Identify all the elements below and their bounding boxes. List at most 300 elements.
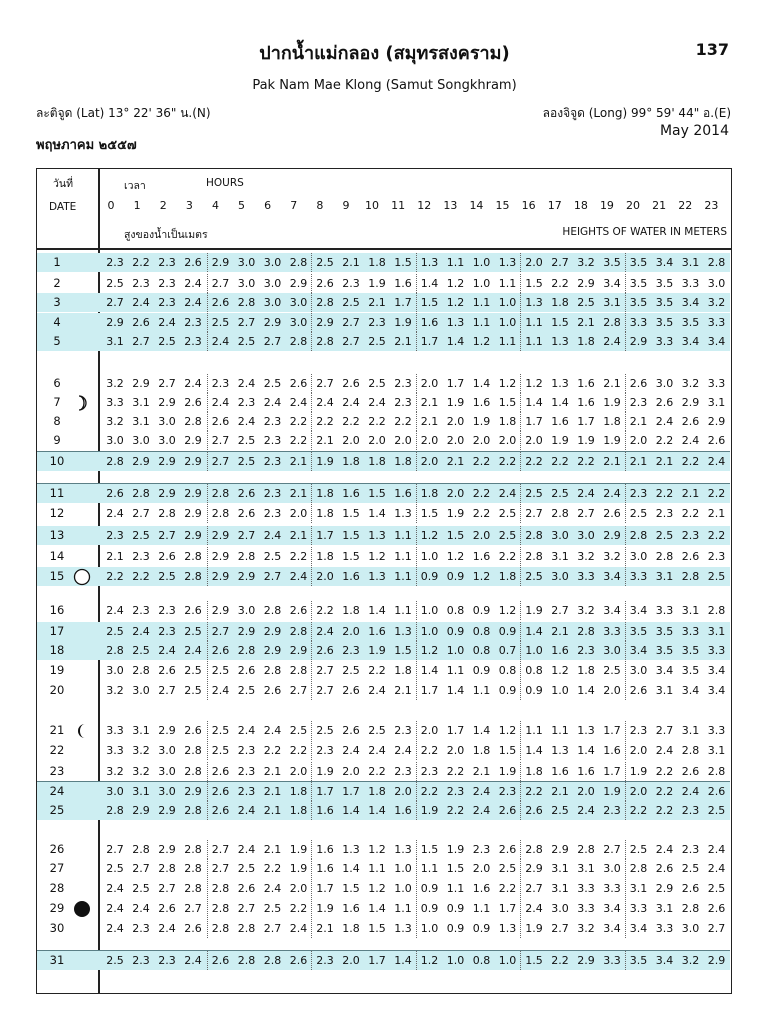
height-value: 2.1 bbox=[551, 785, 569, 798]
row-date: 3 bbox=[53, 295, 61, 309]
height-value: 2.0 bbox=[498, 434, 517, 447]
height-value: 1.7 bbox=[420, 684, 439, 697]
height-value: 2.2 bbox=[525, 785, 543, 798]
height-value: 2.2 bbox=[655, 804, 674, 817]
height-value: 1.3 bbox=[394, 507, 412, 520]
height-value: 2.3 bbox=[394, 724, 412, 737]
height-value: 2.4 bbox=[394, 744, 412, 757]
height-value: 1.2 bbox=[525, 377, 543, 390]
height-value: 2.8 bbox=[184, 882, 202, 895]
row-date: 31 bbox=[49, 953, 65, 967]
height-value: 2.8 bbox=[707, 604, 726, 617]
height-value: 2.5 bbox=[629, 507, 648, 520]
height-value: 2.0 bbox=[629, 744, 648, 757]
tide-row bbox=[37, 547, 730, 566]
height-value: 3.5 bbox=[629, 625, 648, 638]
height-value: 3.3 bbox=[629, 570, 648, 583]
height-value: 2.9 bbox=[629, 335, 648, 348]
height-value: 3.5 bbox=[603, 256, 621, 269]
height-value: 2.3 bbox=[263, 455, 282, 468]
height-value: 2.0 bbox=[629, 785, 648, 798]
height-value: 3.5 bbox=[655, 277, 674, 290]
height-value: 2.8 bbox=[106, 644, 124, 657]
height-value: 2.7 bbox=[237, 902, 256, 915]
height-value: 1.5 bbox=[342, 550, 360, 563]
height-value: 3.0 bbox=[263, 256, 282, 269]
height-value: 2.5 bbox=[316, 724, 334, 737]
height-value: 2.0 bbox=[420, 455, 439, 468]
height-value: 1.6 bbox=[577, 765, 595, 778]
height-value: 0.9 bbox=[446, 625, 465, 638]
height-value: 2.3 bbox=[263, 434, 282, 447]
height-value: 1.9 bbox=[551, 434, 569, 447]
height-value: 3.0 bbox=[106, 664, 124, 677]
height-value: 2.5 bbox=[525, 487, 543, 500]
row-date: 11 bbox=[49, 486, 65, 500]
height-value: 2.4 bbox=[655, 744, 674, 757]
height-value: 3.3 bbox=[655, 922, 674, 935]
height-value: 3.4 bbox=[629, 922, 648, 935]
height-value: 3.0 bbox=[158, 744, 176, 757]
height-value: 0.9 bbox=[472, 922, 491, 935]
height-value: 2.2 bbox=[681, 455, 700, 468]
height-value: 2.9 bbox=[211, 550, 230, 563]
height-value: 2.6 bbox=[211, 785, 230, 798]
height-value: 2.4 bbox=[368, 684, 386, 697]
height-value: 2.2 bbox=[472, 487, 491, 500]
height-value: 2.2 bbox=[498, 550, 517, 563]
height-value: 1.0 bbox=[420, 550, 439, 563]
height-value: 1.0 bbox=[472, 277, 491, 290]
height-value: 2.8 bbox=[184, 804, 202, 817]
hour-header-cell: 15 bbox=[495, 199, 510, 212]
tide-row bbox=[37, 840, 730, 859]
height-value: 1.7 bbox=[525, 415, 543, 428]
height-value: 1.8 bbox=[394, 664, 412, 677]
height-value: 2.9 bbox=[158, 804, 176, 817]
height-value: 3.4 bbox=[707, 335, 726, 348]
height-value: 0.9 bbox=[420, 902, 439, 915]
height-value: 3.0 bbox=[263, 296, 282, 309]
height-value: 2.9 bbox=[132, 455, 150, 468]
hour-header-cell: 12 bbox=[417, 199, 432, 212]
height-value: 2.3 bbox=[420, 765, 439, 778]
height-value: 2.6 bbox=[603, 507, 621, 520]
height-value: 2.8 bbox=[525, 550, 543, 563]
height-value: 2.1 bbox=[420, 396, 439, 409]
height-value: 0.8 bbox=[446, 604, 465, 617]
height-value: 2.8 bbox=[184, 862, 202, 875]
height-value: 3.1 bbox=[132, 396, 150, 409]
height-value: 1.4 bbox=[525, 625, 543, 638]
height-value: 3.2 bbox=[106, 765, 124, 778]
tide-row bbox=[37, 393, 730, 412]
height-value: 1.4 bbox=[420, 277, 439, 290]
height-value: 2.8 bbox=[237, 922, 256, 935]
height-value: 2.3 bbox=[132, 604, 150, 617]
height-value: 2.7 bbox=[551, 256, 569, 269]
height-value: 1.2 bbox=[498, 604, 517, 617]
height-value: 3.4 bbox=[707, 684, 726, 697]
height-value: 3.0 bbox=[132, 684, 150, 697]
tide-row bbox=[37, 567, 730, 586]
height-value: 2.8 bbox=[106, 804, 124, 817]
row-date: 24 bbox=[49, 784, 65, 798]
height-value: 1.2 bbox=[368, 882, 386, 895]
height-value: 2.4 bbox=[681, 434, 700, 447]
height-value: 2.2 bbox=[132, 570, 150, 583]
height-value: 3.2 bbox=[577, 550, 595, 563]
tide-row bbox=[37, 741, 730, 760]
height-value: 2.2 bbox=[420, 744, 439, 757]
height-value: 1.9 bbox=[368, 277, 386, 290]
height-value: 2.0 bbox=[525, 434, 543, 447]
height-value: 2.5 bbox=[158, 335, 176, 348]
hour-header-cell: 1 bbox=[133, 199, 141, 212]
height-value: 2.9 bbox=[577, 954, 595, 967]
row-date: 29 bbox=[49, 901, 65, 915]
height-value: 2.6 bbox=[211, 954, 230, 967]
height-value: 1.1 bbox=[551, 724, 569, 737]
height-value: 2.8 bbox=[603, 316, 621, 329]
height-value: 2.4 bbox=[707, 455, 726, 468]
height-value: 2.4 bbox=[237, 804, 256, 817]
height-value: 2.4 bbox=[263, 529, 282, 542]
height-value: 2.6 bbox=[211, 804, 230, 817]
height-value: 2.5 bbox=[211, 724, 230, 737]
height-value: 2.2 bbox=[655, 785, 674, 798]
height-value: 2.4 bbox=[237, 843, 256, 856]
height-value: 1.9 bbox=[472, 415, 491, 428]
height-value: 2.5 bbox=[289, 724, 308, 737]
height-value: 3.2 bbox=[681, 377, 700, 390]
height-value: 1.2 bbox=[498, 724, 517, 737]
height-value: 3.4 bbox=[681, 335, 700, 348]
height-value: 1.1 bbox=[525, 724, 543, 737]
height-value: 2.3 bbox=[498, 785, 517, 798]
tide-row bbox=[37, 879, 730, 898]
height-value: 1.5 bbox=[368, 487, 386, 500]
height-value: 1.7 bbox=[394, 296, 412, 309]
hour-header-cell: 16 bbox=[521, 199, 536, 212]
height-value: 3.1 bbox=[577, 862, 595, 875]
height-value: 3.4 bbox=[603, 570, 621, 583]
height-value: 2.3 bbox=[132, 550, 150, 563]
row-date: 9 bbox=[53, 433, 61, 447]
height-value: 1.6 bbox=[472, 550, 491, 563]
height-value: 2.2 bbox=[681, 507, 700, 520]
height-value: 2.7 bbox=[158, 529, 176, 542]
height-value: 2.9 bbox=[551, 843, 569, 856]
height-value: 2.8 bbox=[132, 664, 150, 677]
height-value: 1.9 bbox=[289, 843, 308, 856]
height-value: 2.9 bbox=[132, 804, 150, 817]
height-value: 2.8 bbox=[211, 922, 230, 935]
height-value: 2.9 bbox=[289, 644, 308, 657]
height-value: 2.6 bbox=[211, 415, 230, 428]
height-value: 2.7 bbox=[158, 377, 176, 390]
height-value: 2.4 bbox=[707, 862, 726, 875]
height-value: 2.6 bbox=[237, 664, 256, 677]
page-title: ปากน้ำแม่กลอง (สมุทรสงคราม) bbox=[259, 43, 510, 64]
height-value: 2.5 bbox=[681, 862, 700, 875]
height-value: 3.0 bbox=[551, 902, 569, 915]
height-value: 2.5 bbox=[263, 377, 282, 390]
height-value: 2.6 bbox=[184, 724, 202, 737]
new-moon-icon bbox=[73, 900, 91, 918]
height-value: 2.6 bbox=[681, 550, 700, 563]
height-value: 2.7 bbox=[106, 296, 124, 309]
height-value: 2.6 bbox=[106, 487, 124, 500]
height-value: 1.9 bbox=[316, 902, 334, 915]
height-value: 2.4 bbox=[368, 396, 386, 409]
height-value: 2.0 bbox=[316, 570, 334, 583]
height-value: 3.3 bbox=[655, 604, 674, 617]
height-value: 2.4 bbox=[158, 644, 176, 657]
heights-label-thai: สูงของน้ำเป็นเมตร bbox=[124, 229, 208, 241]
height-value: 3.3 bbox=[603, 625, 621, 638]
height-value: 3.4 bbox=[603, 604, 621, 617]
height-value: 2.7 bbox=[237, 529, 256, 542]
height-value: 2.2 bbox=[289, 902, 308, 915]
height-value: 1.5 bbox=[446, 529, 465, 542]
height-value: 2.7 bbox=[158, 684, 176, 697]
height-value: 1.1 bbox=[446, 664, 465, 677]
height-value: 2.8 bbox=[184, 550, 202, 563]
row-date: 21 bbox=[49, 723, 65, 737]
height-value: 2.7 bbox=[316, 377, 334, 390]
height-value: 1.1 bbox=[498, 335, 517, 348]
height-value: 1.4 bbox=[525, 744, 543, 757]
height-value: 1.4 bbox=[342, 804, 360, 817]
height-value: 2.8 bbox=[289, 625, 308, 638]
row-date: 5 bbox=[53, 334, 61, 348]
height-value: 2.9 bbox=[681, 396, 700, 409]
height-value: 3.0 bbox=[655, 377, 674, 390]
height-value: 3.1 bbox=[132, 415, 150, 428]
height-value: 2.2 bbox=[707, 487, 726, 500]
height-value: 1.7 bbox=[498, 902, 517, 915]
height-value: 2.6 bbox=[707, 902, 726, 915]
row-date: 14 bbox=[49, 549, 65, 563]
height-value: 1.3 bbox=[551, 377, 569, 390]
height-value: 2.6 bbox=[237, 487, 256, 500]
height-value: 2.1 bbox=[603, 377, 621, 390]
height-value: 3.0 bbox=[237, 277, 256, 290]
height-value: 2.7 bbox=[211, 862, 230, 875]
height-value: 2.3 bbox=[472, 843, 491, 856]
height-value: 2.2 bbox=[498, 882, 517, 895]
height-value: 2.9 bbox=[655, 882, 674, 895]
height-value: 1.5 bbox=[551, 316, 569, 329]
height-value: 2.9 bbox=[316, 316, 334, 329]
height-value: 0.9 bbox=[525, 684, 543, 697]
height-value: 2.0 bbox=[525, 256, 543, 269]
heights-label-english: HEIGHTS OF WATER IN METERS bbox=[562, 226, 727, 238]
height-value: 2.9 bbox=[184, 434, 202, 447]
height-value: 2.3 bbox=[158, 954, 176, 967]
height-value: 2.4 bbox=[577, 487, 595, 500]
height-value: 1.9 bbox=[446, 396, 465, 409]
height-value: 2.6 bbox=[681, 765, 700, 778]
height-value: 1.6 bbox=[342, 570, 360, 583]
height-value: 1.8 bbox=[316, 550, 334, 563]
height-value: 1.6 bbox=[551, 644, 569, 657]
height-value: 2.5 bbox=[498, 507, 517, 520]
height-value: 2.2 bbox=[446, 804, 465, 817]
height-value: 1.1 bbox=[394, 570, 412, 583]
row-date: 17 bbox=[49, 624, 65, 638]
height-value: 2.7 bbox=[342, 335, 360, 348]
height-value: 1.9 bbox=[420, 804, 439, 817]
height-value: 2.9 bbox=[237, 570, 256, 583]
height-value: 1.0 bbox=[446, 644, 465, 657]
height-value: 1.6 bbox=[472, 882, 491, 895]
height-value: 2.1 bbox=[394, 684, 412, 697]
height-value: 2.2 bbox=[655, 434, 674, 447]
height-value: 1.6 bbox=[394, 804, 412, 817]
height-value: 2.5 bbox=[132, 644, 150, 657]
height-value: 3.5 bbox=[655, 316, 674, 329]
height-value: 1.4 bbox=[446, 335, 465, 348]
height-value: 2.3 bbox=[316, 954, 334, 967]
height-value: 2.4 bbox=[106, 507, 124, 520]
height-value: 1.8 bbox=[289, 804, 308, 817]
height-value: 2.7 bbox=[211, 455, 230, 468]
height-value: 1.4 bbox=[368, 804, 386, 817]
height-value: 2.1 bbox=[420, 415, 439, 428]
height-value: 2.8 bbox=[577, 625, 595, 638]
height-value: 2.7 bbox=[184, 902, 202, 915]
height-value: 2.3 bbox=[394, 377, 412, 390]
height-value: 0.8 bbox=[472, 954, 491, 967]
height-value: 2.4 bbox=[211, 684, 230, 697]
date-header-thai: วันที่ bbox=[53, 178, 73, 190]
month-thai: พฤษภาคม ๒๕๕๗ bbox=[36, 138, 137, 153]
latitude-label: ละติจูด (Lat) 13° 22' 36" น.(N) bbox=[36, 106, 211, 120]
height-value: 1.0 bbox=[394, 882, 412, 895]
height-value: 2.9 bbox=[263, 625, 282, 638]
height-value: 3.5 bbox=[681, 664, 700, 677]
height-value: 2.4 bbox=[603, 487, 621, 500]
header-divider bbox=[37, 248, 731, 250]
height-value: 2.5 bbox=[498, 862, 517, 875]
height-value: 3.1 bbox=[681, 604, 700, 617]
height-value: 2.3 bbox=[629, 487, 648, 500]
height-value: 2.3 bbox=[263, 415, 282, 428]
row-date: 20 bbox=[49, 683, 65, 697]
height-value: 2.1 bbox=[368, 296, 386, 309]
tide-row bbox=[37, 293, 730, 312]
height-value: 2.9 bbox=[211, 570, 230, 583]
height-value: 2.5 bbox=[237, 335, 256, 348]
height-value: 1.0 bbox=[420, 922, 439, 935]
row-date: 12 bbox=[49, 506, 65, 520]
height-value: 3.3 bbox=[707, 644, 726, 657]
height-value: 2.6 bbox=[655, 862, 674, 875]
height-value: 2.2 bbox=[368, 765, 386, 778]
height-value: 3.2 bbox=[577, 922, 595, 935]
height-value: 2.4 bbox=[132, 296, 150, 309]
tide-row bbox=[37, 504, 730, 523]
height-value: 2.6 bbox=[498, 843, 517, 856]
height-value: 1.1 bbox=[498, 277, 517, 290]
height-value: 1.9 bbox=[316, 455, 334, 468]
height-value: 2.7 bbox=[551, 922, 569, 935]
height-value: 3.0 bbox=[158, 785, 176, 798]
height-value: 1.9 bbox=[446, 843, 465, 856]
height-value: 2.1 bbox=[603, 455, 621, 468]
height-value: 2.7 bbox=[551, 604, 569, 617]
height-value: 2.5 bbox=[525, 570, 543, 583]
height-value: 2.7 bbox=[132, 335, 150, 348]
height-value: 2.3 bbox=[707, 550, 726, 563]
row-date: 22 bbox=[49, 743, 65, 757]
height-value: 3.3 bbox=[603, 882, 621, 895]
height-value: 1.5 bbox=[525, 277, 543, 290]
height-value: 2.0 bbox=[342, 765, 360, 778]
height-value: 2.4 bbox=[342, 744, 360, 757]
height-value: 3.1 bbox=[681, 724, 700, 737]
height-value: 2.8 bbox=[681, 902, 700, 915]
height-value: 2.4 bbox=[577, 804, 595, 817]
height-value: 2.4 bbox=[289, 396, 308, 409]
height-value: 1.3 bbox=[446, 316, 465, 329]
height-value: 3.3 bbox=[106, 744, 124, 757]
height-value: 2.4 bbox=[237, 377, 256, 390]
height-value: 3.0 bbox=[629, 664, 648, 677]
height-value: 2.8 bbox=[132, 843, 150, 856]
height-value: 1.8 bbox=[498, 570, 517, 583]
height-value: 1.2 bbox=[368, 550, 386, 563]
hour-header-cell: 21 bbox=[652, 199, 667, 212]
hour-header-cell: 6 bbox=[264, 199, 272, 212]
row-date: 25 bbox=[49, 803, 65, 817]
height-value: 2.7 bbox=[316, 684, 334, 697]
row-date: 10 bbox=[49, 454, 65, 468]
height-value: 2.8 bbox=[707, 256, 726, 269]
time-label-thai: เวลา bbox=[124, 180, 146, 192]
height-value: 1.2 bbox=[446, 296, 465, 309]
height-value: 2.3 bbox=[158, 296, 176, 309]
height-value: 1.8 bbox=[316, 507, 334, 520]
height-value: 0.8 bbox=[472, 625, 491, 638]
height-value: 2.6 bbox=[655, 396, 674, 409]
hour-header-cell: 9 bbox=[342, 199, 350, 212]
height-value: 2.4 bbox=[316, 625, 334, 638]
height-value: 1.5 bbox=[420, 296, 439, 309]
hour-header-cell: 20 bbox=[626, 199, 641, 212]
height-value: 3.5 bbox=[629, 277, 648, 290]
tide-row bbox=[37, 274, 730, 293]
height-value: 1.8 bbox=[342, 604, 360, 617]
height-value: 1.8 bbox=[420, 487, 439, 500]
height-value: 3.1 bbox=[551, 882, 569, 895]
tide-row bbox=[37, 801, 730, 820]
height-value: 2.6 bbox=[289, 604, 308, 617]
height-value: 2.3 bbox=[211, 377, 230, 390]
height-value: 1.0 bbox=[498, 954, 517, 967]
height-value: 2.6 bbox=[681, 882, 700, 895]
height-value: 1.2 bbox=[472, 570, 491, 583]
height-value: 2.0 bbox=[603, 684, 621, 697]
height-value: 2.5 bbox=[342, 296, 360, 309]
height-value: 1.8 bbox=[342, 922, 360, 935]
hours-label: HOURS bbox=[206, 177, 244, 189]
height-value: 2.4 bbox=[237, 724, 256, 737]
height-value: 2.8 bbox=[525, 843, 543, 856]
height-value: 2.6 bbox=[342, 684, 360, 697]
